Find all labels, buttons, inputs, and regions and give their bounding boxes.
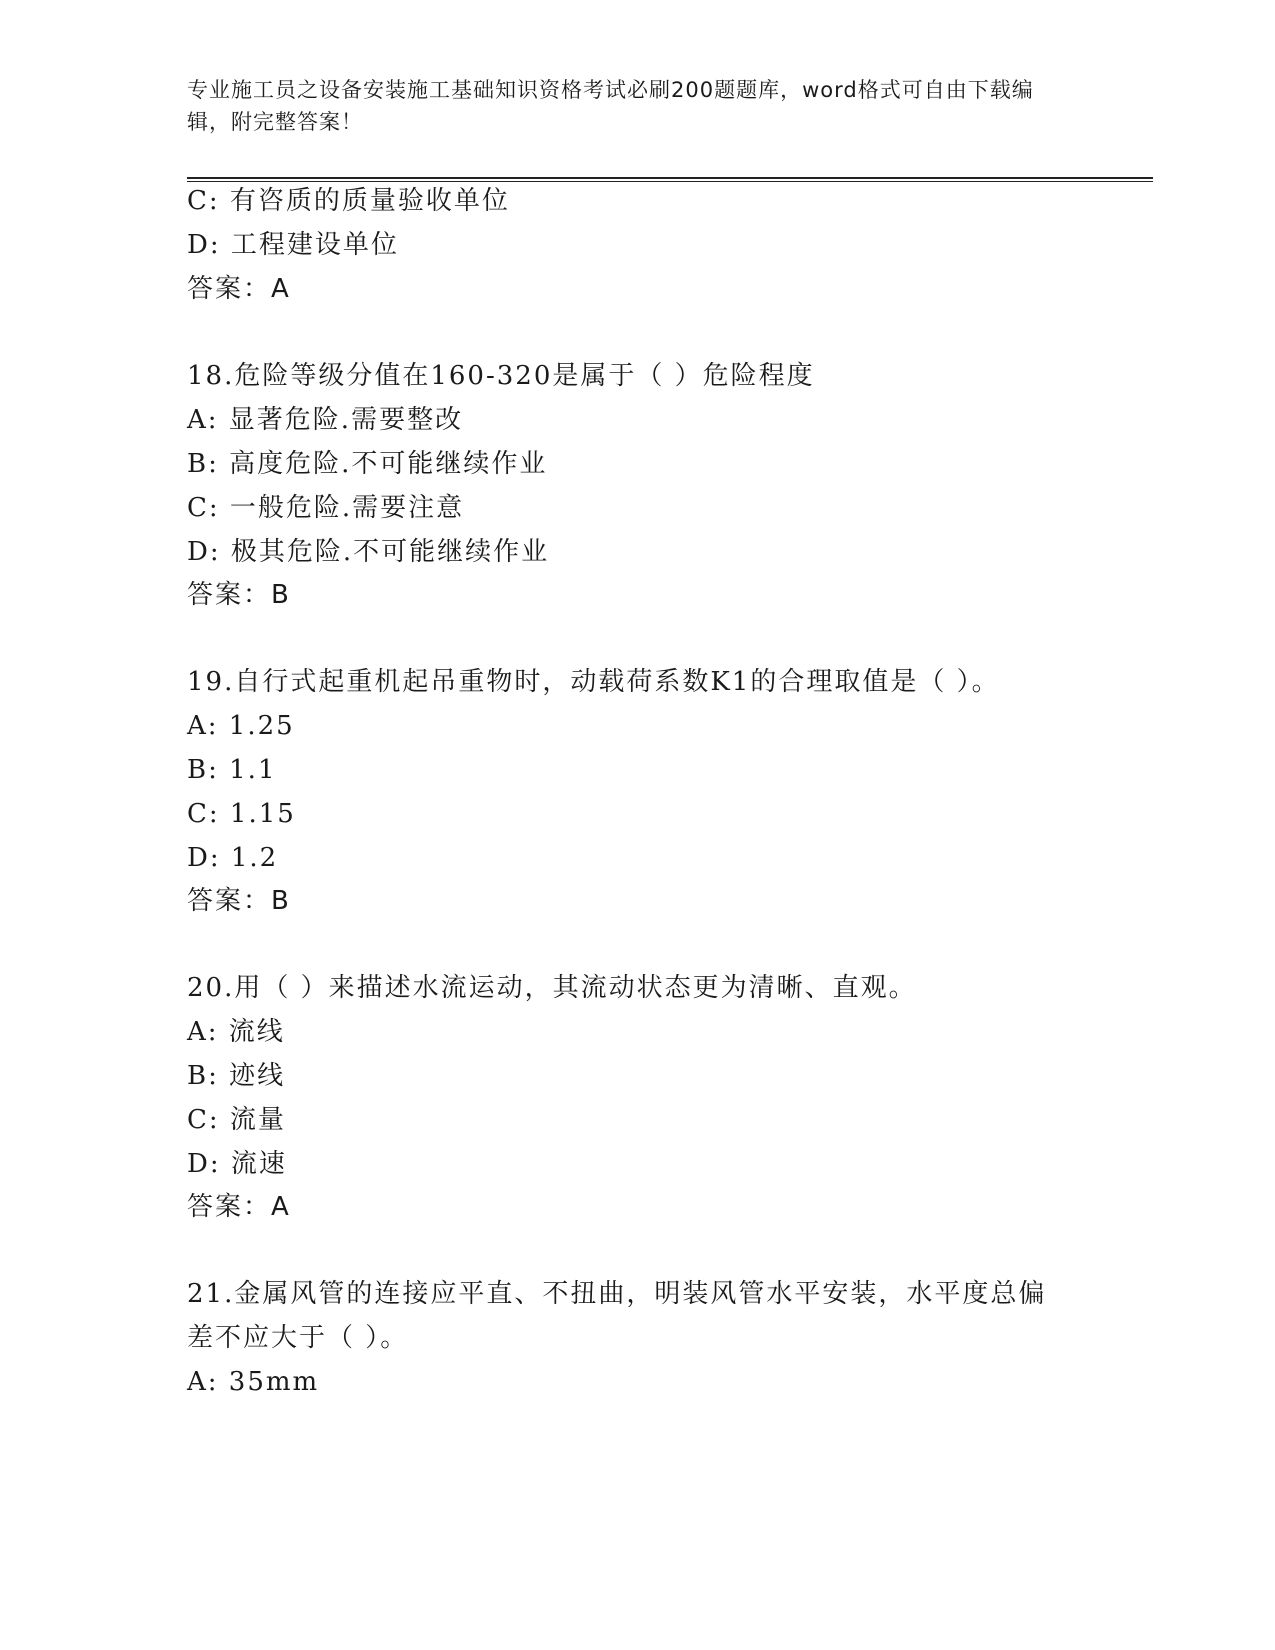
option-b: B: 1.1 [187,755,277,785]
question-stem: 20.用（ ）来描述水流运动，其流动状态更为清晰、直观。 [187,973,917,1003]
option-c: C: 流量 [187,1105,286,1135]
answer-text: 答案：A [187,274,291,304]
option-c: C: 有咨质的质量验收单位 [187,186,510,216]
option-b: B: 高度危险.不可能继续作业 [187,449,548,479]
option-b: B: 迹线 [187,1061,286,1091]
option-c: C: 1.15 [187,799,296,829]
option-a: A: 1.25 [187,711,295,741]
option-d: D: 流速 [187,1149,287,1179]
answer-text: 答案：A [187,1192,291,1222]
option-d: D: 1.2 [187,843,279,873]
answer-text: 答案：B [187,580,291,610]
option-a: A: 显著危险.需要整改 [187,405,464,435]
option-a: A: 35mm [187,1367,320,1397]
option-a: A: 流线 [187,1017,285,1047]
option-d: D: 工程建设单位 [187,230,399,260]
question-stem: 19.自行式起重机起吊重物时，动载荷系数K1的合理取值是（ ）。 [187,667,1000,697]
question-stem-continued: 差不应大于（ ）。 [187,1323,409,1353]
option-d: D: 极其危险.不可能继续作业 [187,537,550,567]
question-stem: 21.金属风管的连接应平直、不扭曲，明装风管水平安装，水平度总偏 [187,1279,1047,1309]
answer-text: 答案：B [187,886,291,916]
question-stem: 18.危险等级分值在160-320是属于（ ）危险程度 [187,361,815,391]
header-divider [187,177,1153,182]
page-header-title: 专业施工员之设备安装施工基础知识资格考试必刷200题题库，word格式可自由下载编辑，附完整答案！ [187,78,1034,134]
option-c: C: 一般危险.需要注意 [187,493,465,523]
